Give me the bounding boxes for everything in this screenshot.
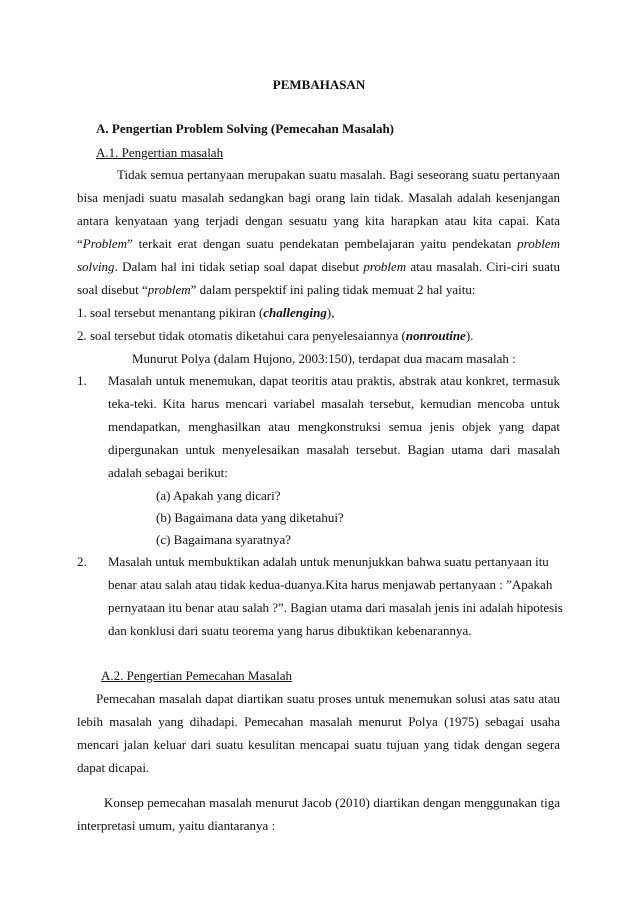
p2-line-2: lebih masalah yang dihadapi. Pemecahan masalah menurut Polya (1975) sebagai usaha xyxy=(77,714,560,729)
p2-line-4: dapat dicapai. xyxy=(77,760,150,775)
sublist-a: (a) Apakah yang dicari? xyxy=(156,488,281,503)
page-title: PEMBAHASAN xyxy=(272,77,366,92)
p1-l4-mid: ” terkait erat dengan suatu pendekatan pembelajaran yaitu pendekatan xyxy=(127,236,518,251)
p2-line-3: mencari jalan keluar dari suatu kesulitan mencapai suatu tujuan yang tidak dengan segera xyxy=(77,737,560,752)
p1-line-4 xyxy=(77,235,560,253)
item1-line-2: teka-teki. Kita harus mencari variabel masalah tersebut, kemudian mencoba untuk xyxy=(108,396,560,411)
p1-l5-problem: problem xyxy=(363,259,407,274)
item2-number: 2. xyxy=(77,554,87,569)
criteria-1 xyxy=(77,304,334,322)
polya-intro: Munurut Polya (dalam Hujono, 2003:150), terdapat dua macam masalah : xyxy=(132,351,516,366)
p1-l6-start: soal disebut “ xyxy=(77,282,148,297)
c1-end: ), xyxy=(326,305,335,320)
p1-l4-problem: Problem xyxy=(82,236,128,251)
p1-l5-solving: solving xyxy=(77,259,115,274)
item2-line-2: benar atau salah atau tidak kedua-duanya.Kita harus menjawab pertanyaan : ”Apakah xyxy=(108,577,553,592)
p1-line-6 xyxy=(77,281,475,299)
item2-line-4: dan konklusi dari suatu teorema yang harus dibuktikan kebenarannya. xyxy=(108,623,472,638)
c2-start: 2. soal tersebut tidak otomatis diketahui cara penyelesaiannya ( xyxy=(77,328,406,343)
p1-l4-problem-2: problem xyxy=(517,236,560,251)
sublist-b: (b) Bagaimana data yang diketahui? xyxy=(156,510,344,525)
c2-end: ). xyxy=(465,328,474,343)
p1-line-2: bisa menjadi suatu masalah sedangkan bagi orang lain tidak. Masalah adalah kesenjangan xyxy=(77,190,560,205)
p1-l6-problem: problem xyxy=(147,282,191,297)
p1-line-5 xyxy=(77,258,560,276)
item1-line-4: dipergunakan untuk menyelesaikan masalah tersebut. Bagian utama dari masalah xyxy=(108,442,560,457)
p3-line-2: interpretasi umum, yaitu diantaranya : xyxy=(77,818,276,833)
p3-line-1: Konsep pemecahan masalah menurut Jacob (2010) diartikan dengan menggunakan tiga xyxy=(104,795,560,810)
p1-l4-open-quote: “ xyxy=(77,236,83,251)
p1-line-3: antara kenyataan yang terjadi dengan sesuatu yang kita harapkan atau kita capai. Kata xyxy=(77,213,560,228)
p2-line-1: Pemecahan masalah dapat diartikan suatu proses untuk menemukan solusi atas satu atau xyxy=(96,691,560,706)
item1-line-1: Masalah untuk menemukan, dapat teoritis atau praktis, abstrak atau konkret, termasuk xyxy=(108,373,560,388)
p1-l5-end: atau masalah. Ciri-ciri suatu xyxy=(406,259,560,274)
p1-line-1: Tidak semua pertanyaan merupakan suatu masalah. Bagi seseorang suatu pertanyaan xyxy=(117,167,560,182)
item1-line-3: mendapatkan, menghasilkan atau mengkonstruksi semua jenis objek yang dapat xyxy=(108,419,560,434)
item2-line-3: pernyataan itu benar atau salah ?”. Bagian utama dari masalah jenis ini adalah hipotesis xyxy=(108,600,563,615)
c1-challenging: challenging xyxy=(263,305,327,320)
p1-l5-mid: . Dalam hal ini tidak setiap soal dapat disebut xyxy=(114,259,364,274)
subheading-a1: A.1. Pengertian masalah xyxy=(96,145,224,160)
p1-l6-end: ” dalam perspektif ini paling tidak memuat 2 hal yaitu: xyxy=(190,282,476,297)
criteria-2 xyxy=(77,327,473,345)
subheading-a2: A.2. Pengertian Pemecahan Masalah xyxy=(101,668,292,683)
item1-number: 1. xyxy=(77,373,87,388)
c2-nonroutine: nonroutine xyxy=(405,328,466,343)
item1-line-5: adalah sebagai berikut: xyxy=(108,465,228,480)
item2-line-1: Masalah untuk membuktikan adalah untuk menunjukkan bahwa suatu pertanyaan itu xyxy=(108,554,549,569)
sublist-c: (c) Bagaimana syaratnya? xyxy=(156,532,291,547)
c1-start: 1. soal tersebut menantang pikiran ( xyxy=(77,305,264,320)
section-heading-a: A. Pengertian Problem Solving (Pemecahan Masalah) xyxy=(96,121,395,136)
